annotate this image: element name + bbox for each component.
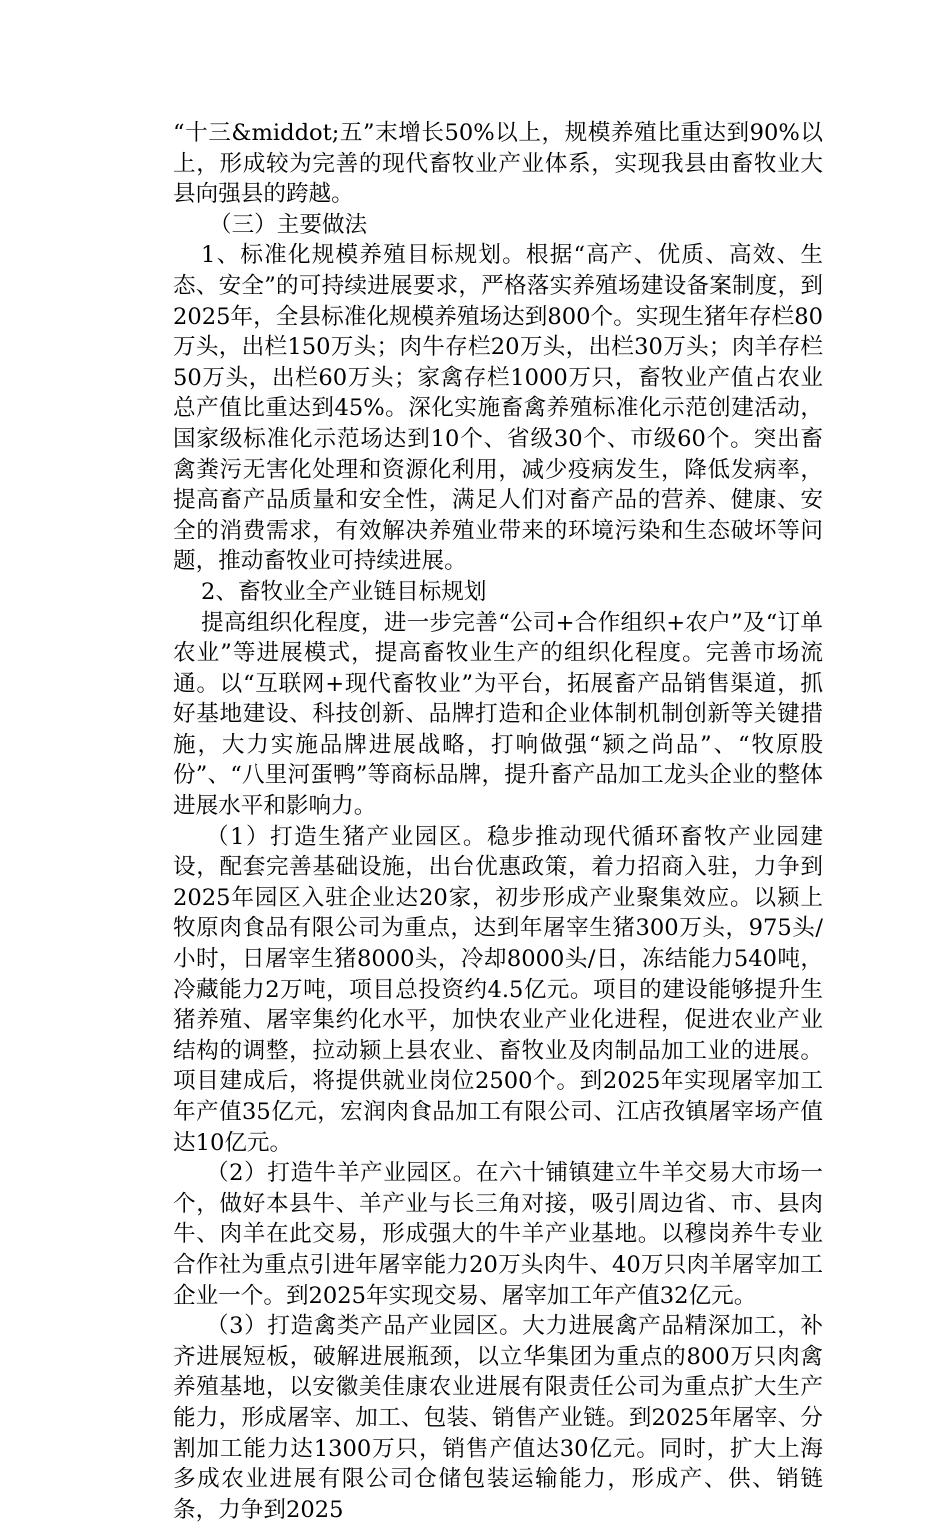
paragraph-organization: 提高组织化程度，进一步完善“公司+合作组织+农户”及“订单农业”等进展模式，提高畜牧业生产的组织化程度。完善市场流通。以“互联网+现代畜牧业”为平台，拓展畜产品销售渠道，抓好基地建设、科技创新、品牌打造和企业体制机制创新等关键措施，大力实施品牌进展战略，打响做强“颍之尚品”、“牧原股份”、“八里河蛋鸭”等商标品牌，提升畜产品加工龙头企业的整体进展水平和影响力。 [173, 609, 823, 820]
paragraph-poultry-park: （3）打造禽类产品产业园区。大力进展禽产品精深加工，补齐进展短板，破解进展瓶颈，以立华集团为重点的800万只肉禽养殖基地，以安徽美佳康农业进展有限责任公司为重点扩大生产能力，形成屠宰、加工、包装、销售产业链。到2025年屠宰、分割加工能力达1300万只，销售产值达30亿元。同时，扩大上海多成农业进展有限公司仓储包装运输能力，形成产、供、销链条，力争到2025 [173, 1313, 823, 1523]
paragraph-standardized-breeding: 1、标准化规模养殖目标规划。根据“高产、优质、高效、生态、安全”的可持续进展要求，严格落实养殖场建设备案制度，到2025年，全县标准化规模养殖场达到800个。实现生猪年存栏80万头，出栏150万头；肉牛存栏20万头，出栏30万头；肉羊存栏50万头，出栏60万头；家禽存栏1000万只，畜牧业产值占农业总产值比重达到45%。深化实施畜禽养殖标准化示范创建活动，国家级标准化示范场达到10个、省级30个、市级60个。突出畜禽粪污无害化处理和资源化利用，减少疫病发生，降低发病率，提高畜产品质量和安全性，满足人们对畜产品的营养、健康、安全的消费需求，有效解决养殖业带来的环境污染和生态破坏等问题，推动畜牧业可持续进展。 [173, 242, 823, 575]
paragraph-intro: “十三&middot;五”末增长50%以上，规模养殖比重达到90%以上，形成较为完善的现代畜牧业产业体系，实现我县由畜牧业大县向强县的跨越。 [173, 120, 823, 208]
section-heading-main-measures: （三）主要做法 [209, 211, 368, 238]
paragraph-pig-park: （1）打造生猪产业园区。稳步推动现代循环畜牧产业园建设，配套完善基础设施，出台优惠政策，着力招商入驻，力争到2025年园区入驻企业达20家，初步形成产业聚集效应。以颍上牧原肉食品有限公司为重点，达到年屠宰生猪300万头，975头/小时，日屠宰生猪8000头，冷却8000头/日，冻结能力540吨，冷藏能力2万吨，项目总投资约4.5亿元。项目的建设能够提升生猪养殖、屠宰集约化水平，加快农业产业化进程，促进农业产业结构的调整，拉动颍上县农业、畜牧业及肉制品加工业的进展。项目建成后，将提供就业岗位2500个。到2025年实现屠宰加工年产值35亿元，宏润肉食品加工有限公司、江店孜镇屠宰场产值达10亿元。 [173, 823, 823, 1156]
document-body [173, 118, 823, 1525]
subheading-industry-chain: 2、畜牧业全产业链目标规划 [201, 578, 487, 605]
paragraph-cattle-sheep-park: （2）打造牛羊产业园区。在六十铺镇建立牛羊交易大市场一个，做好本县牛、羊产业与长三角对接，吸引周边省、市、县肉牛、肉羊在此交易，形成强大的牛羊产业基地。以穆岗养牛专业合作社为重点引进年屠宰能力20万头肉牛、40万只肉羊屠宰加工企业一个。到2025年实现交易、屠宰加工年产值32亿元。 [173, 1160, 823, 1309]
